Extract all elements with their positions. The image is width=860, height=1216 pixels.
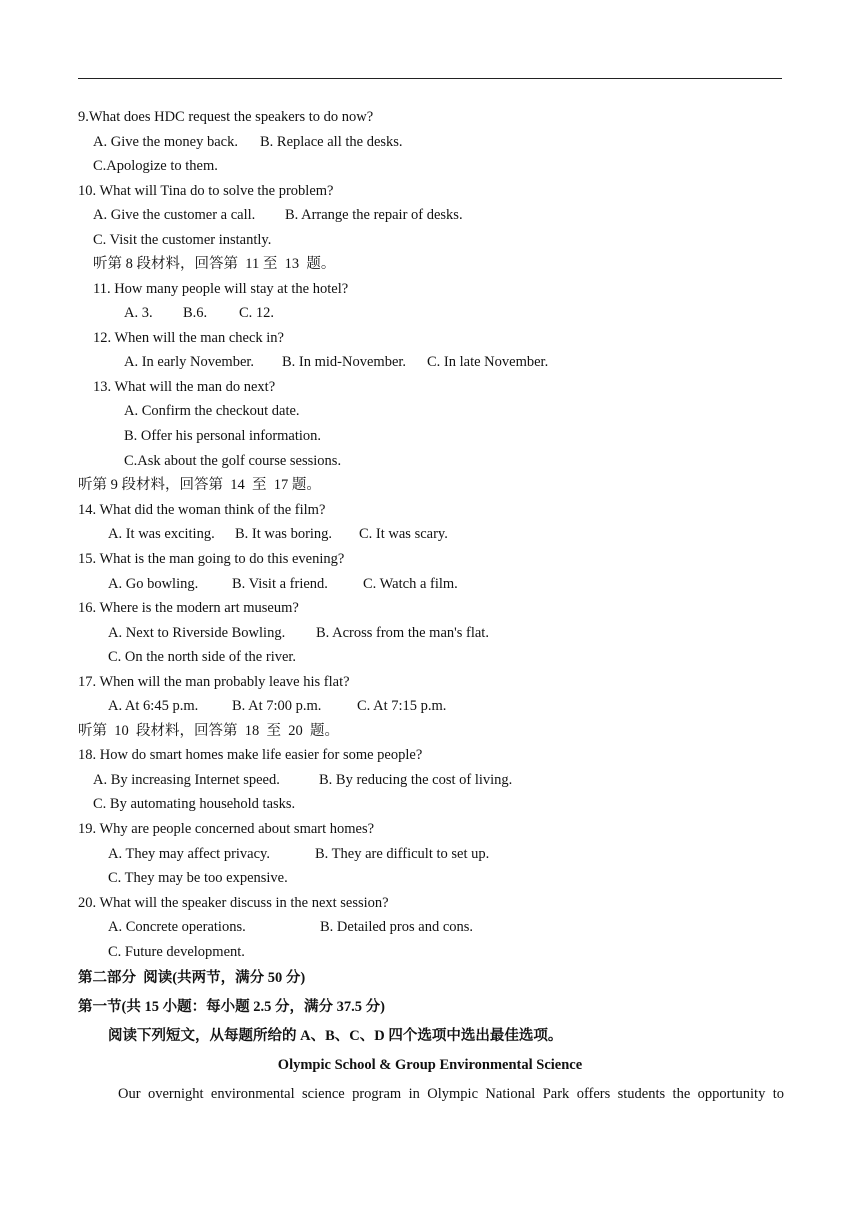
- question-16: 16. Where is the modern art museum?: [78, 600, 299, 616]
- option-20c: C. Future development.: [108, 944, 245, 960]
- section-1-heading: 第一节(共 15 小题：每小题 2.5 分，满分 37.5 分): [78, 999, 385, 1015]
- option-14a: A. It was exciting.: [108, 526, 215, 542]
- section-10-instruction: 听第 10 段材料，回答第 18 至 20 题。: [78, 723, 339, 739]
- option-12b: B. In mid-November.: [282, 354, 407, 370]
- option-16b: B. Across from the man's flat.: [316, 625, 489, 641]
- section-8-instruction: 听第 8 段材料，回答第 11 至 13 题。: [93, 256, 336, 272]
- question-14: 14. What did the woman think of the film?: [78, 502, 326, 518]
- option-18c: C. By automating household tasks.: [93, 796, 296, 812]
- option-10a: A. Give the customer a call.: [93, 207, 256, 223]
- option-11c: C. 12.: [239, 305, 275, 321]
- option-20a: A. Concrete operations.: [108, 919, 246, 935]
- option-11a: A. 3.: [124, 305, 153, 321]
- option-16c: C. On the north side of the river.: [108, 649, 297, 665]
- option-13c: C.Ask about the golf course sessions.: [124, 453, 342, 469]
- option-15b: B. Visit a friend.: [232, 576, 328, 592]
- option-14c: C. It was scary.: [359, 526, 448, 542]
- option-18b: B. By reducing the cost of living.: [319, 772, 513, 788]
- option-20b: B. Detailed pros and cons.: [320, 919, 474, 935]
- question-18: 18. How do smart homes make life easier for some people?: [78, 747, 423, 763]
- reading-instruction: 阅读下列短文，从每题所给的 A、B、C、D 四个选项中选出最佳选项。: [108, 1028, 563, 1044]
- question-13: 13. What will the man do next?: [93, 379, 276, 395]
- option-10c: C. Visit the customer instantly.: [93, 232, 272, 248]
- question-11: 11. How many people will stay at the hotel?: [93, 281, 349, 297]
- option-17b: B. At 7:00 p.m.: [232, 698, 322, 714]
- question-19: 19. Why are people concerned about smart homes?: [78, 821, 375, 837]
- option-12a: A. In early November.: [124, 354, 255, 370]
- option-19a: A. They may affect privacy.: [108, 846, 270, 862]
- question-10: 10. What will Tina do to solve the problem?: [78, 183, 334, 199]
- option-10b: B. Arrange the repair of desks.: [285, 207, 463, 223]
- option-17a: A. At 6:45 p.m.: [108, 698, 199, 714]
- passage-title: Olympic School & Group Environmental Science: [277, 1057, 583, 1073]
- option-9c: C.Apologize to them.: [93, 158, 218, 174]
- question-17: 17. When will the man probably leave his flat?: [78, 674, 350, 690]
- option-9a: A. Give the money back.: [93, 134, 238, 150]
- option-9b: B. Replace all the desks.: [260, 134, 403, 150]
- option-13b: B. Offer his personal information.: [124, 428, 322, 444]
- option-15a: A. Go bowling.: [108, 576, 199, 592]
- part-2-heading: 第二部分 阅读(共两节，满分 50 分): [78, 970, 306, 986]
- option-16a: A. Next to Riverside Bowling.: [108, 625, 286, 641]
- option-19b: B. They are difficult to set up.: [315, 846, 490, 862]
- option-17c: C. At 7:15 p.m.: [357, 698, 447, 714]
- option-11b: B.6.: [183, 305, 208, 321]
- option-18a: A. By increasing Internet speed.: [93, 772, 280, 788]
- option-13a: A. Confirm the checkout date.: [124, 403, 300, 419]
- header-rule: [78, 78, 782, 79]
- question-15: 15. What is the man going to do this evening?: [78, 551, 345, 567]
- section-9-instruction: 听第 9 段材料，回答第 14 至 17 题。: [78, 477, 321, 493]
- option-14b: B. It was boring.: [235, 526, 333, 542]
- question-12: 12. When will the man check in?: [93, 330, 284, 346]
- question-20: 20. What will the speaker discuss in the next session?: [78, 895, 389, 911]
- passage-first-line: Our overnight environmental science program in Olympic National Park offers students the opportunity to: [118, 1086, 784, 1102]
- option-12c: C. In late November.: [427, 354, 549, 370]
- option-19c: C. They may be too expensive.: [108, 870, 288, 886]
- option-15c: C. Watch a film.: [363, 576, 458, 592]
- question-9: 9.What does HDC request the speakers to do now?: [78, 109, 374, 125]
